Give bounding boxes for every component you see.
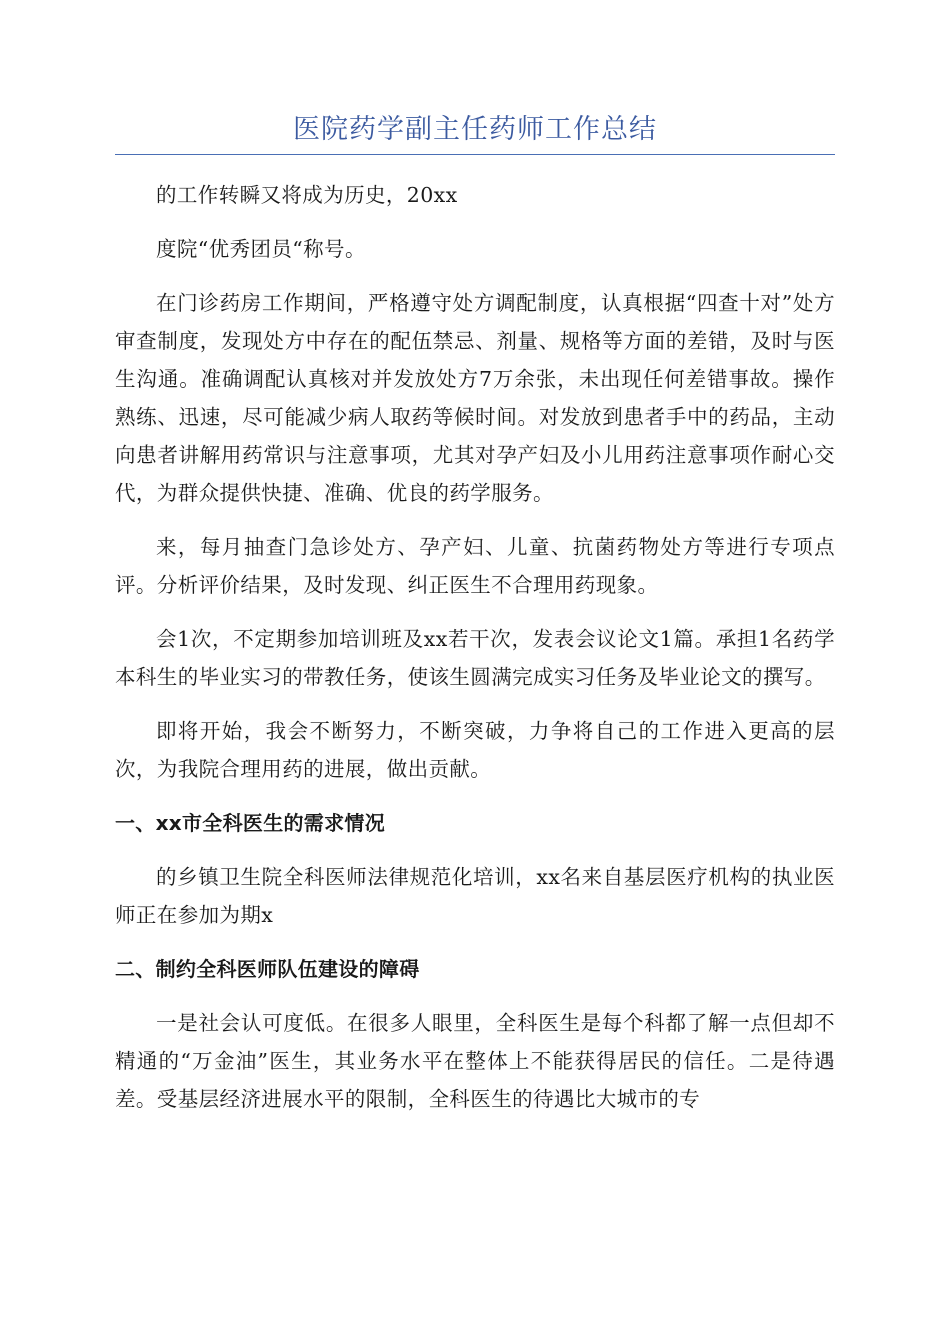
section-heading: 一、xx市全科医生的需求情况 [115, 811, 386, 835]
paragraph: 在门诊药房工作期间，严格遵守处方调配制度，认真根据“四查十对”处方审查制度，发现处方中存在的配伍禁忌、剂量、规格等方面的差错，及时与医生沟通。准确调配认真核对并发放处方7万余张，未出现任何差错事故。操作熟练、迅速，尽可能减少病人取药等候时间。对发放到患者手中的药品，主动向患者讲解用药常识与注意事项，尤其对孕产妇及小儿用药注意事项作耐心交代，为群众提供快捷、准确、优良的药学服务。 [115, 291, 835, 505]
paragraph: 的工作转瞬又将成为历史，20xx [156, 183, 458, 207]
paragraph: 一是社会认可度低。在很多人眼里，全科医生是每个科都了解一点但却不精通的“万金油”医生，其业务水平在整体上不能获得居民的信任。二是待遇差。受基层经济进展水平的限制，全科医生的待遇比大城市的专 [115, 1011, 835, 1111]
paragraph: 的乡镇卫生院全科医师法律规范化培训，xx名来自基层医疗机构的执业医师正在参加为期x [115, 865, 835, 927]
document-title: 医院药学副主任药师工作总结 [293, 114, 657, 145]
paragraph: 来，每月抽查门急诊处方、孕产妇、儿童、抗菌药物处方等进行专项点评。分析评价结果，及时发现、纠正医生不合理用药现象。 [115, 535, 835, 597]
paragraph: 会1次，不定期参加培训班及xx若干次，发表会议论文1篇。承担1名药学本科生的毕业实习的带教任务，使该生圆满完成实习任务及毕业论文的撰写。 [115, 627, 835, 689]
paragraph: 度院“优秀团员“称号。 [156, 237, 366, 261]
section-heading: 二、制约全科医师队伍建设的障碍 [115, 957, 420, 981]
document-body [115, 176, 835, 1134]
paragraph: 即将开始，我会不断努力，不断突破，力争将自己的工作进入更高的层次，为我院合理用药的进展，做出贡献。 [115, 719, 835, 781]
title-underline [115, 154, 835, 155]
